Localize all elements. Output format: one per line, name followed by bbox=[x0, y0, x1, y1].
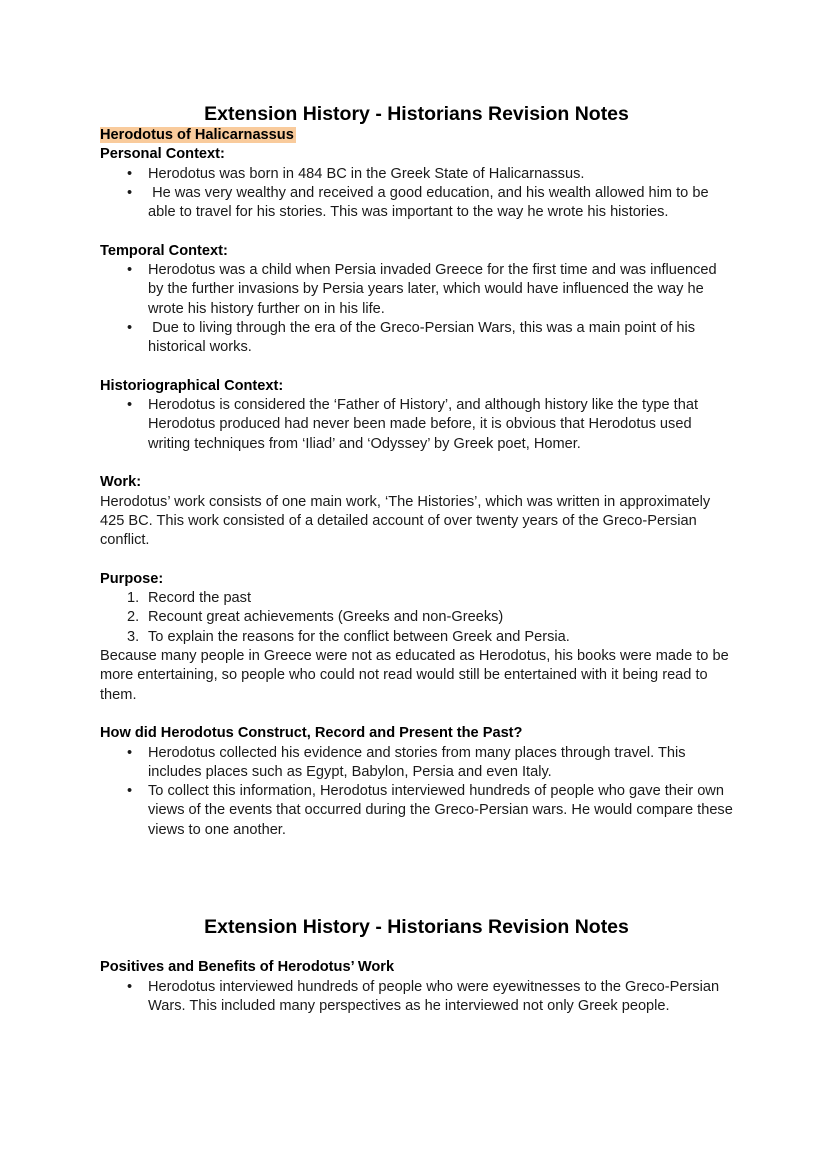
historiographical-context-list bbox=[100, 396, 733, 454]
bullet-item bbox=[100, 261, 733, 319]
numbered-item-text: To explain the reasons for the conflict between Greek and Persia. bbox=[148, 628, 570, 645]
bullet-item bbox=[100, 782, 737, 840]
bullet-item-text: To collect this information, Herodotus interviewed hundreds of people who gave their own views of the events that occurred during the Greco-Persian wars. He would compare these views to one another. bbox=[148, 783, 737, 838]
blank-line bbox=[100, 705, 733, 724]
blank-line bbox=[100, 454, 733, 473]
purpose-numbered-list bbox=[100, 589, 733, 647]
blank-line bbox=[100, 551, 733, 570]
numbered-item-text: Record the past bbox=[148, 590, 252, 607]
bullet-item bbox=[100, 744, 733, 783]
topic-heading-line bbox=[100, 126, 733, 145]
temporal-context-list bbox=[100, 261, 733, 357]
numbered-item-text: Recount great achievements (Greeks and non-Greeks) bbox=[148, 609, 504, 626]
bullet-item bbox=[100, 184, 733, 223]
section-heading-positives-benefits: Positives and Benefits of Herodotus’ Work bbox=[100, 959, 395, 976]
section-heading-purpose: Purpose: bbox=[100, 570, 164, 587]
personal-context-list bbox=[100, 165, 733, 223]
work-paragraph: Herodotus’ work consists of one main work, ‘The Histories’, which was written in approximately 425 BC. This work consisted of a detailed account of over twenty years of the Greco-Persian conflict. bbox=[100, 493, 715, 549]
bullet-item-text: He was very wealthy and received a good education, and his wealth allowed him to be able to travel for his stories. This was important to the way he wrote his histories. bbox=[148, 184, 713, 221]
blank-line bbox=[100, 358, 733, 377]
blank-line bbox=[100, 939, 733, 958]
numbered-item bbox=[100, 589, 733, 608]
document-page-2 bbox=[0, 916, 828, 1016]
section-heading-construct-record-present: How did Herodotus Construct, Record and Present the Past? bbox=[100, 725, 523, 742]
positives-benefits-list bbox=[100, 978, 733, 1017]
bullet-item bbox=[100, 165, 733, 184]
section-heading-historiographical-context: Historiographical Context: bbox=[100, 377, 284, 394]
bullet-item-text: Herodotus interviewed hundreds of people who were eyewitnesses to the Greco-Persian Wars. This included many perspectives as he interviewed not only Greek people. bbox=[148, 978, 724, 1014]
document-title: Extension History - Historians Revision Notes bbox=[204, 103, 629, 125]
bullet-item-text: Herodotus was a child when Persia invaded Greece for the first time and was influenced by the further invasions by Persia years later, which would have influenced the way he wrote his history further on in his life. bbox=[148, 262, 721, 317]
bullet-item bbox=[100, 978, 733, 1017]
bullet-item-text: Due to living through the era of the Greco-Persian Wars, this was a main point of his historical works. bbox=[148, 319, 700, 356]
bullet-item bbox=[100, 319, 733, 358]
bullet-item-text: Herodotus is considered the ‘Father of History’, and although history like the type that Herodotus produced had never been made before, it is obvious that Herodotus used writing techniques from ‘Iliad’ and ‘Odyssey’ by Greek poet, Homer. bbox=[148, 397, 703, 452]
construct-record-present-list bbox=[100, 744, 737, 840]
purpose-paragraph: Because many people in Greece were not as educated as Herodotus, his books were made to be more entertaining, so people who could not read would still be entertained with it being read to them. bbox=[100, 648, 733, 703]
bullet-item bbox=[100, 396, 733, 454]
section-heading-temporal-context: Temporal Context: bbox=[100, 242, 228, 259]
numbered-item bbox=[100, 628, 733, 647]
numbered-item bbox=[100, 608, 733, 627]
page-break-gap bbox=[0, 840, 828, 916]
bullet-item-text: Herodotus was born in 484 BC in the Greek State of Halicarnassus. bbox=[148, 165, 585, 182]
section-heading-personal-context: Personal Context: bbox=[100, 146, 225, 163]
topic-heading-highlighted: Herodotus of Halicarnassus bbox=[100, 127, 294, 143]
bullet-item-text: Herodotus collected his evidence and stories from many places through travel. This includes places such as Egypt, Babylon, Persia and even Italy. bbox=[148, 744, 690, 780]
document-title: Extension History - Historians Revision Notes bbox=[204, 915, 629, 938]
section-heading-work: Work: bbox=[100, 474, 142, 491]
blank-line bbox=[100, 222, 733, 241]
